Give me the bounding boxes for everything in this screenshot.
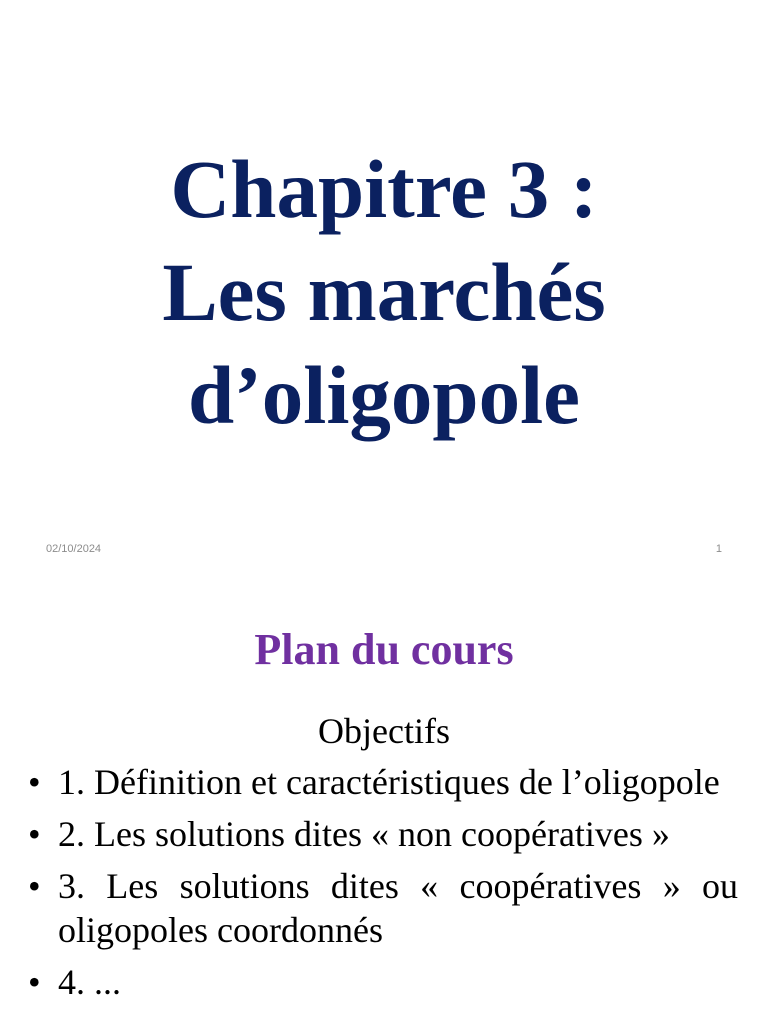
bullet-icon: • [28, 814, 41, 854]
bullet-icon: • [28, 762, 41, 802]
plan-title: Plan du cours [254, 625, 514, 674]
page-number: 1 [715, 543, 722, 555]
slide-title [0, 138, 768, 447]
list-item-text: 4. ... [58, 962, 121, 1002]
slide-title-line-1: Chapitre 3 : [170, 143, 598, 235]
objectifs-heading: Objectifs [318, 711, 450, 751]
bullet-icon: • [28, 962, 41, 1002]
list-item [28, 812, 738, 856]
list-item-text: 1. Définition et caractéristiques de l’oligopole [58, 762, 720, 802]
list-item [28, 760, 738, 804]
slide-title-line-2: Les marchés [162, 246, 606, 338]
slide-2 [0, 576, 768, 1024]
list-item-text: 3. Les solutions dites « coopératives » ou oligopoles coordonnés [58, 866, 738, 950]
list-item-text: 2. Les solutions dites « non coopératives » [58, 814, 670, 854]
bullet-icon: • [28, 866, 41, 906]
plan-list [28, 760, 738, 1012]
slide-title-line-3: d’oligopole [188, 349, 580, 441]
list-item [28, 864, 738, 952]
list-item [28, 960, 738, 1004]
footer-date: 02/10/2024 [46, 543, 102, 555]
